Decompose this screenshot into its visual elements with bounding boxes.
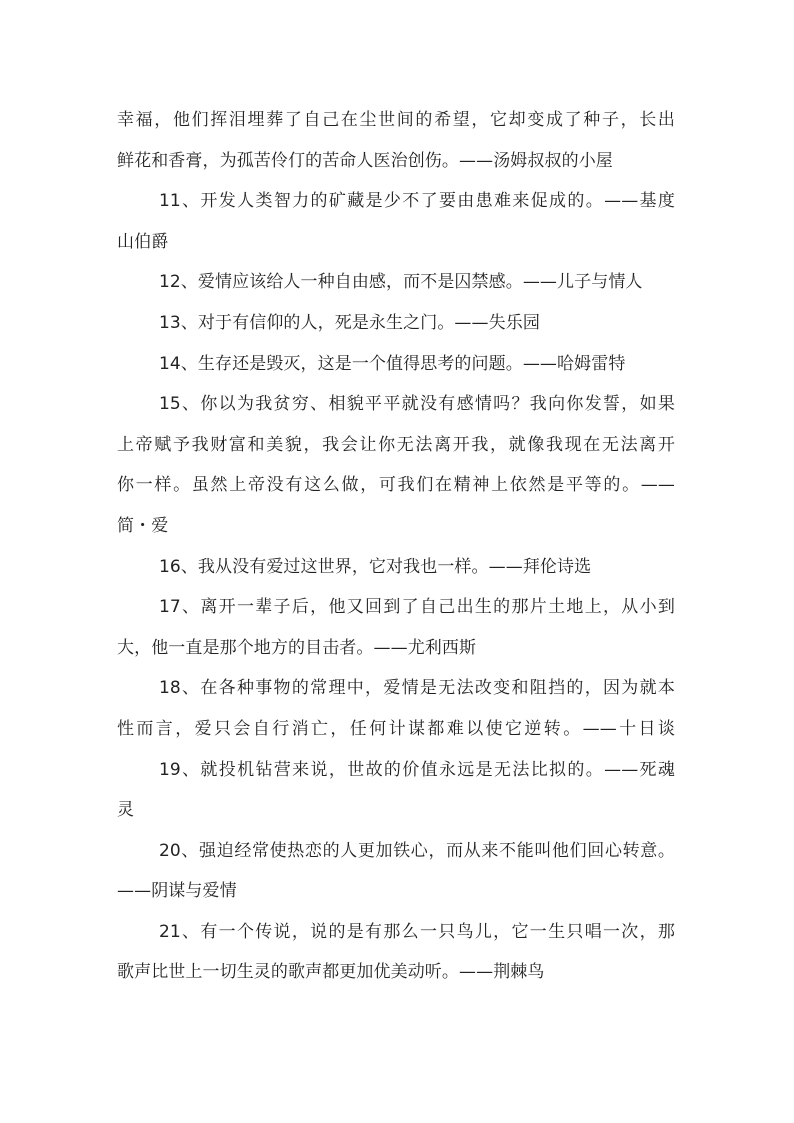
quote-21-line-1: 21、有一个传说，说的是有那么一只鸟儿，它一生只唱一次，那 — [159, 921, 675, 942]
quote-21-line-2: 歌声比世上一切生灵的歌声都更加优美动听。——荆棘鸟 — [117, 962, 545, 983]
quote-17-line-2: 大，他一直是那个地方的目击者。——尤利西斯 — [117, 637, 477, 658]
quote-17-line-1: 17、离开一辈子后，他又回到了自己出生的那片土地上，从小到 — [159, 597, 675, 618]
quote-19-line-2: 灵 — [117, 800, 135, 821]
quote-16: 16、我从没有爱过这世界，它对我也一样。——拜伦诗选 — [159, 556, 592, 577]
quote-11-line-1: 11、开发人类智力的矿藏是少不了要由患难来促成的。——基度 — [159, 191, 675, 212]
text-line-1: 幸福，他们挥泪埋葬了自己在尘世间的希望，它却变成了种子，长出 — [117, 110, 675, 130]
quote-18-line-2: 性而言，爱只会自行消亡，任何计谋都难以使它逆转。——十日谈 — [117, 718, 675, 739]
quote-18-line-1: 18、在各种事物的常理中，爱情是无法改变和阻挡的，因为就本 — [159, 678, 675, 699]
quote-15-line-3: 你一样。虽然上帝没有这么做，可我们在精神上依然是平等的。—— — [117, 475, 675, 496]
quote-15-line-2: 上帝赋予我财富和美貌，我会让你无法离开我，就像我现在无法离开 — [117, 434, 675, 455]
quote-15-line-4: 简・爱 — [117, 515, 169, 536]
quote-15-line-1: 15、你以为我贫穷、相貌平平就没有感情吗？我向你发誓，如果 — [159, 394, 675, 415]
quote-13: 13、对于有信仰的人，死是永生之门。——失乐园 — [159, 312, 540, 333]
quote-20-line-1: 20、强迫经常使热恋的人更加铁心，而从来不能叫他们回心转意。 — [159, 840, 675, 861]
quote-20-line-2: ——阴谋与爱情 — [117, 881, 237, 902]
quote-11-line-2: 山伯爵 — [117, 231, 169, 252]
quote-14: 14、生存还是毁灭，这是一个值得思考的问题。——哈姆雷特 — [159, 353, 626, 374]
document-body — [117, 100, 675, 993]
quote-19-line-1: 19、就投机钻营来说，世故的价值永远是无法比拟的。——死魂 — [159, 759, 675, 780]
text-line-2: 鲜花和香膏，为孤苦伶仃的苦命人医治创伤。——汤姆叔叔的小屋 — [117, 150, 613, 171]
quote-12: 12、爱情应该给人一种自由感，而不是囚禁感。——儿子与情人 — [159, 272, 643, 293]
